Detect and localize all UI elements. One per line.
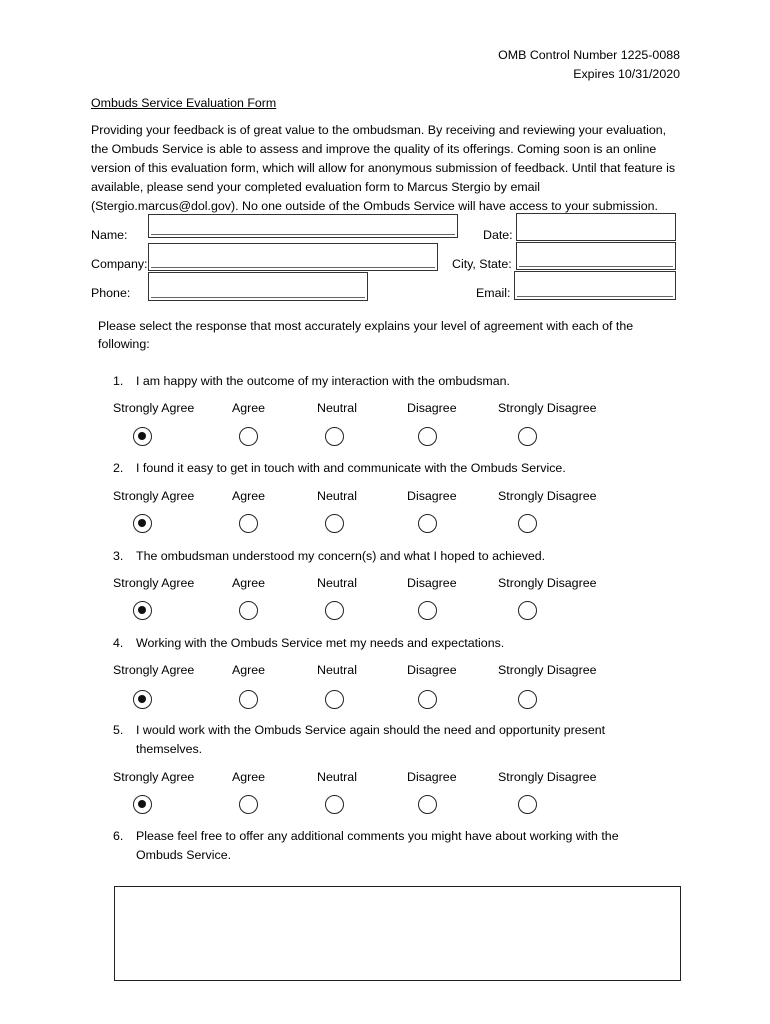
radio-neutral[interactable] bbox=[325, 514, 344, 533]
option-label: Strongly Agree bbox=[113, 576, 195, 590]
option-label: Strongly Disagree bbox=[498, 401, 597, 415]
radio-agree[interactable] bbox=[239, 601, 258, 620]
option-label: Agree bbox=[232, 770, 266, 784]
question-number: 1. bbox=[113, 374, 124, 388]
question-text-continued: themselves. bbox=[136, 742, 203, 756]
option-label: Agree bbox=[232, 489, 266, 503]
option-label: Disagree bbox=[407, 401, 457, 415]
option-label: Disagree bbox=[407, 576, 457, 590]
city-state-field[interactable] bbox=[516, 242, 676, 270]
comments-question-text: Please feel free to offer any additional comments you might have about working with the bbox=[136, 829, 619, 843]
radio-disagree[interactable] bbox=[418, 514, 437, 533]
date-label: Date: bbox=[483, 228, 513, 242]
option-label: Neutral bbox=[317, 401, 357, 415]
radio-disagree[interactable] bbox=[418, 601, 437, 620]
radio-neutral[interactable] bbox=[325, 795, 344, 814]
option-label: Neutral bbox=[317, 663, 357, 677]
name-label: Name: bbox=[91, 228, 128, 242]
comments-question-text-2: Ombuds Service. bbox=[136, 848, 232, 862]
company-field[interactable] bbox=[148, 243, 438, 271]
email-label: Email: bbox=[476, 286, 511, 300]
omb-control-number: OMB Control Number 1225-0088 bbox=[498, 48, 680, 62]
option-label: Strongly Disagree bbox=[498, 576, 597, 590]
company-label: Company: bbox=[91, 257, 148, 271]
option-label: Strongly Disagree bbox=[498, 663, 597, 677]
option-label: Strongly Agree bbox=[113, 770, 195, 784]
option-label: Disagree bbox=[407, 770, 457, 784]
question-text: The ombudsman understood my concern(s) and what I hoped to achieved. bbox=[136, 549, 546, 563]
email-field[interactable] bbox=[514, 271, 676, 300]
question-number: 2. bbox=[113, 461, 124, 475]
radio-neutral[interactable] bbox=[325, 690, 344, 709]
option-label: Neutral bbox=[317, 576, 357, 590]
radio-agree[interactable] bbox=[239, 427, 258, 446]
question-text: I would work with the Ombuds Service again should the need and opportunity present bbox=[136, 723, 606, 737]
option-label: Agree bbox=[232, 576, 266, 590]
city-state-label: City, State: bbox=[452, 257, 512, 271]
radio-strongly-agree[interactable] bbox=[133, 690, 152, 709]
radio-strongly-disagree[interactable] bbox=[518, 514, 537, 533]
radio-agree[interactable] bbox=[239, 514, 258, 533]
radio-disagree[interactable] bbox=[418, 427, 437, 446]
question-number: 4. bbox=[113, 636, 124, 650]
radio-strongly-disagree[interactable] bbox=[518, 427, 537, 446]
date-field[interactable] bbox=[516, 213, 676, 241]
option-label: Neutral bbox=[317, 489, 357, 503]
question-number: 6. bbox=[113, 829, 124, 843]
instructions: Please select the response that most accurately explains your level of agreement with each of the following: bbox=[98, 319, 634, 351]
radio-agree[interactable] bbox=[239, 690, 258, 709]
expiration-date: Expires 10/31/2020 bbox=[573, 67, 680, 81]
option-label: Agree bbox=[232, 401, 266, 415]
comments-textarea[interactable] bbox=[114, 886, 681, 981]
question-number: 5. bbox=[113, 723, 124, 737]
radio-strongly-agree[interactable] bbox=[133, 427, 152, 446]
option-label: Agree bbox=[232, 663, 266, 677]
question-text: Working with the Ombuds Service met my needs and expectations. bbox=[136, 636, 505, 650]
intro-paragraph: Providing your feedback is of great value to the ombudsman. By receiving and reviewing your evaluation, the Ombuds Service is able to assess and improve the quality of its offerings. Coming soon is an online version of this evaluation form, which will allow for anonymous submission of feedback. Until that feature is available, please send your completed evaluation form to Marcus Stergio by email (Stergio.marcus@dol.gov). No one outside of the Ombuds Service will have access to your submission. bbox=[91, 123, 676, 213]
question-text: I am happy with the outcome of my interaction with the ombudsman. bbox=[136, 374, 510, 388]
radio-strongly-disagree[interactable] bbox=[518, 601, 537, 620]
radio-disagree[interactable] bbox=[418, 795, 437, 814]
phone-field[interactable] bbox=[148, 272, 368, 301]
radio-disagree[interactable] bbox=[418, 690, 437, 709]
radio-strongly-agree[interactable] bbox=[133, 514, 152, 533]
option-label: Strongly Disagree bbox=[498, 770, 597, 784]
option-label: Disagree bbox=[407, 489, 457, 503]
option-label: Neutral bbox=[317, 770, 357, 784]
radio-strongly-agree[interactable] bbox=[133, 795, 152, 814]
radio-strongly-disagree[interactable] bbox=[518, 795, 537, 814]
option-label: Disagree bbox=[407, 663, 457, 677]
question-number: 3. bbox=[113, 549, 124, 563]
form-title: Ombuds Service Evaluation Form bbox=[91, 96, 277, 110]
radio-agree[interactable] bbox=[239, 795, 258, 814]
question-text: I found it easy to get in touch with and communicate with the Ombuds Service. bbox=[136, 461, 566, 475]
option-label: Strongly Disagree bbox=[498, 489, 597, 503]
radio-neutral[interactable] bbox=[325, 601, 344, 620]
radio-neutral[interactable] bbox=[325, 427, 344, 446]
radio-strongly-agree[interactable] bbox=[133, 601, 152, 620]
option-label: Strongly Agree bbox=[113, 663, 195, 677]
name-field[interactable] bbox=[148, 214, 458, 238]
option-label: Strongly Agree bbox=[113, 401, 195, 415]
phone-label: Phone: bbox=[91, 286, 131, 300]
option-label: Strongly Agree bbox=[113, 489, 195, 503]
radio-strongly-disagree[interactable] bbox=[518, 690, 537, 709]
